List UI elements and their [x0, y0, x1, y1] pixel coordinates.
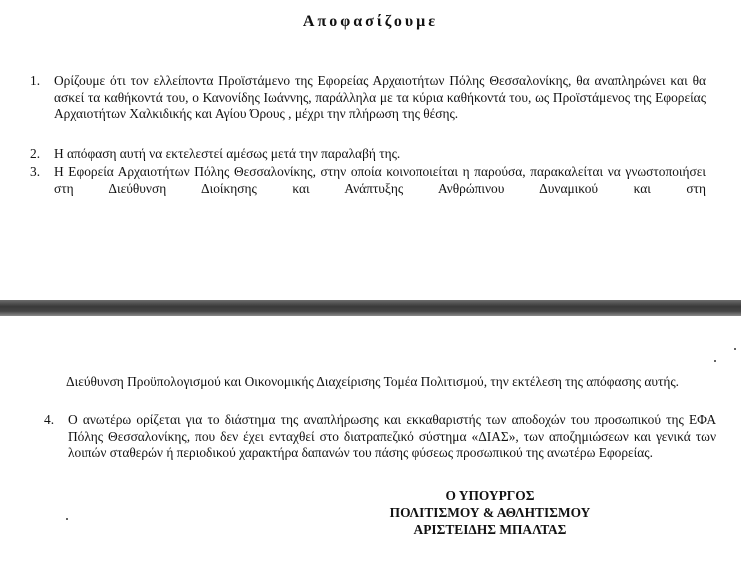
signature-block [360, 487, 620, 538]
decision-item-2 [30, 146, 706, 163]
item-number: 3. [30, 164, 41, 179]
item-number: 2. [30, 146, 41, 161]
item-number: 4. [44, 412, 55, 427]
scan-speck [734, 348, 736, 350]
decision-item-4 [44, 412, 716, 462]
item-text-continuation: Διεύθυνση Προϋπολογισμού και Οικονομικής Διαχείρισης Τομέα Πολιτισμού, την εκτέλεση της απόφασης αυτής. [66, 374, 680, 389]
item-text: Η Εφορεία Αρχαιοτήτων Πόλης Θεσσαλονίκης, στην οποία κοινοποιείται η παρούσα, παρακαλείται να γνωστοποιήσει στη Διεύθυνση Διοίκησης και Ανάπτυξης Ανθρώπινου Δυναμικού και στη [54, 164, 706, 196]
page-break-divider [0, 300, 741, 316]
decision-item-1 [30, 73, 706, 123]
signature-ministry: ΠΟΛΙΤΙΣΜΟΥ & ΑΘΛΗΤΙΣΜΟΥ [389, 505, 591, 520]
decision-item-3-continuation [66, 374, 716, 391]
item-number: 1. [30, 73, 41, 88]
decision-item-3 [30, 164, 706, 197]
item-text: Ορίζουμε ότι τον ελλείποντα Προϊστάμενο της Εφορείας Αρχαιοτήτων Πόλης Θεσσαλονίκης, θα αναπληρώνει και θα ασκεί τα καθήκοντά του, ο Κανονίδης Ιωάννης, παράλληλα με τα κύρια καθήκοντά του, ως Προϊστάμενος της Εφορείας Αρχαιοτήτων Χαλκιδικής και Αγίου Όρους , μέχρι την πλήρωση της θέσης. [54, 73, 706, 122]
item-text: Ο ανωτέρω ορίζεται για το διάστημα της αναπλήρωσης και εκκαθαριστής των αποδοχών του προσωπικού της ΕΦΑ Πόλης Θεσσαλονίκης, που δεν έχει ενταχθεί στο διατραπεζικό σύστημα «ΔΙΑΣ», των αποζημιώσεων και γενικά των λοιπών σταθερών ή περιοδικού χαρακτήρα δαπανών του πάσης φύσεως προσωπικού της ανωτέρω Εφορείας. [68, 412, 716, 461]
decision-heading: Αποφασίζουμε [302, 13, 439, 30]
scan-speck [714, 360, 716, 362]
signature-name: ΑΡΙΣΤΕΙΔΗΣ ΜΠΑΛΤΑΣ [413, 522, 567, 537]
item-text: Η απόφαση αυτή να εκτελεστεί αμέσως μετά την παραλαβή της. [54, 146, 401, 161]
scan-speck [66, 518, 68, 520]
signature-title: Ο ΥΠΟΥΡΓΟΣ [445, 488, 535, 503]
